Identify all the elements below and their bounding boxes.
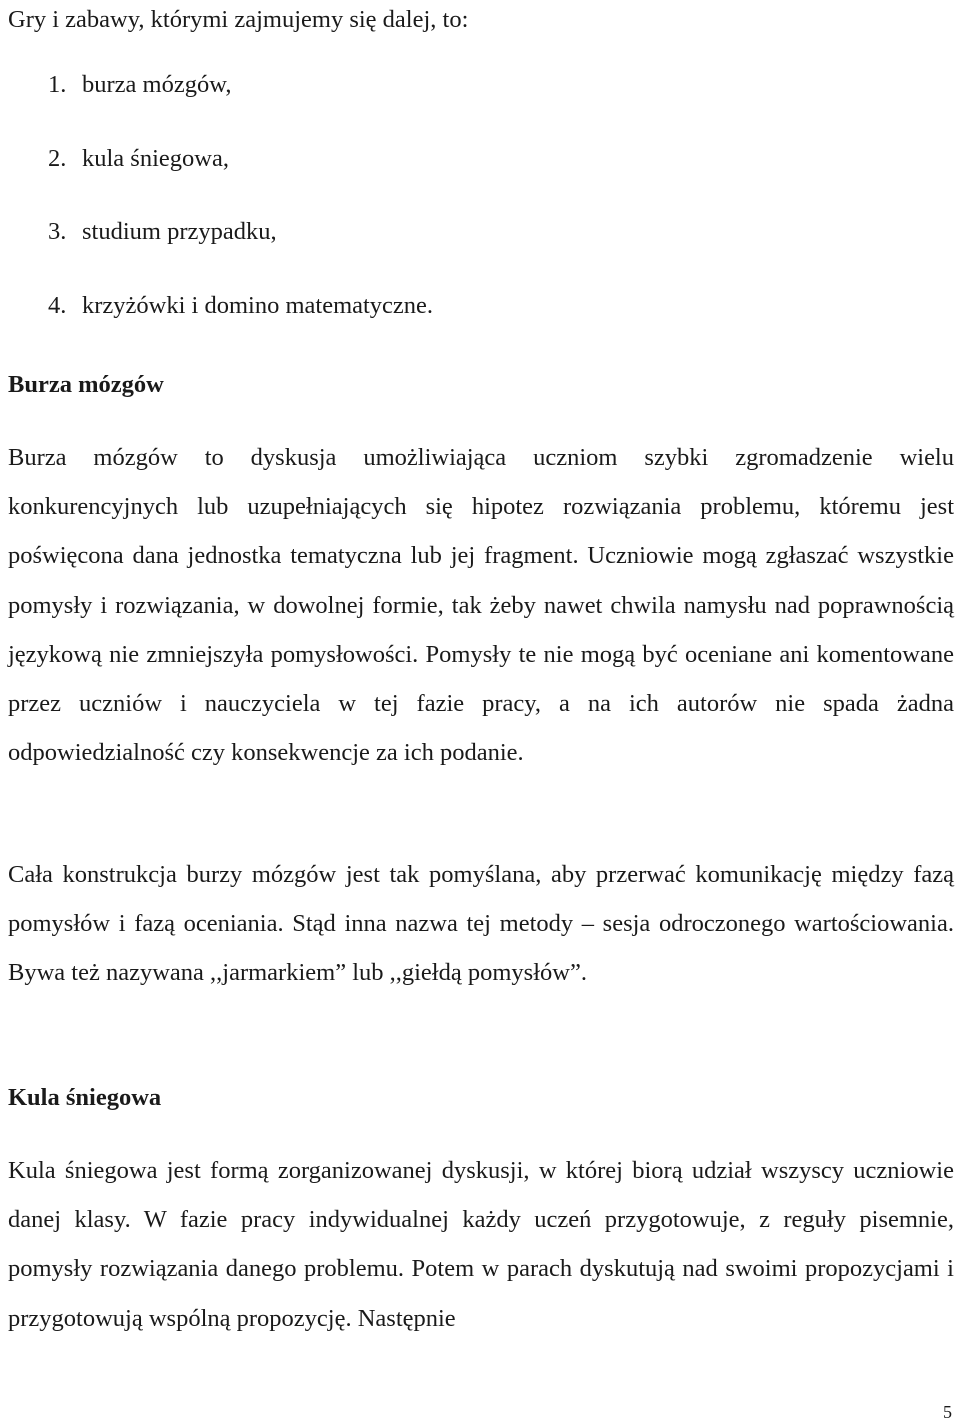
list-item-number: 2.	[48, 144, 67, 172]
list-item-text: studium przypadku,	[82, 218, 277, 245]
list-item	[48, 70, 433, 144]
list-item	[48, 217, 433, 291]
section-heading-kula-sniegowa: Kula śniegowa	[8, 1084, 162, 1111]
paragraph-burza-definition: Burza mózgów to dyskusja umożliwiająca uczniom szybki zgromadzenie wielu konkurencyjnych lub uzupełniających się hipotez rozwiązania problemu, któremu jest poświęcona dana jednostka tematyczna lub jej fragment. Uczniowie mogą zgłaszać wszystkie pomysły i rozwiązania, w dowolnej formie, tak żeby nawet chwila namysłu nad poprawnością językową nie zmniejszyła pomysłowości. Pomysły te nie mogą być oceniane ani komentowane przez uczniów i nauczyciela w tej fazie pracy, a na ich autorów nie spada żadna odpowiedzialność czy konsekwencje za ich podanie.	[8, 444, 954, 767]
paragraph-burza-construction: Cała konstrukcja burzy mózgów jest tak pomyślana, aby przerwać komunikację między fazą pomysłów i fazą oceniania. Stąd inna nazwa tej metody – sesja odroczonego wartościowania. Bywa też nazywana ,,jarmarkiem” lub ,,giełdą pomysłów”.	[8, 861, 954, 987]
list-item	[48, 291, 433, 365]
list-item	[48, 144, 433, 218]
list-item-text: kula śniegowa,	[82, 144, 229, 172]
list-item-number: 4.	[48, 291, 67, 319]
page-number: 5	[943, 1402, 952, 1422]
list-item-text: krzyżówki i domino matematyczne.	[82, 291, 434, 319]
intro-text: Gry i zabawy, którymi zajmujemy się dalej, to:	[8, 6, 469, 33]
section-heading-burza-mozgow: Burza mózgów	[8, 371, 164, 398]
paragraph-kula-definition: Kula śniegowa jest formą zorganizowanej dyskusji, w której biorą udział wszyscy uczniowie danej klasy. W fazie pracy indywidualnej każdy uczeń przygotowuje, z reguły pisemnie, pomysły rozwiązania danego problemu. Potem w parach dyskutują nad swoimi propozycjami i przygotowują wspólną propozycję. Następnie	[8, 1157, 954, 1332]
games-list	[48, 70, 433, 364]
list-item-text: burza mózgów,	[82, 71, 232, 98]
list-item-number: 3.	[48, 218, 67, 245]
list-item-number: 1.	[48, 71, 67, 98]
